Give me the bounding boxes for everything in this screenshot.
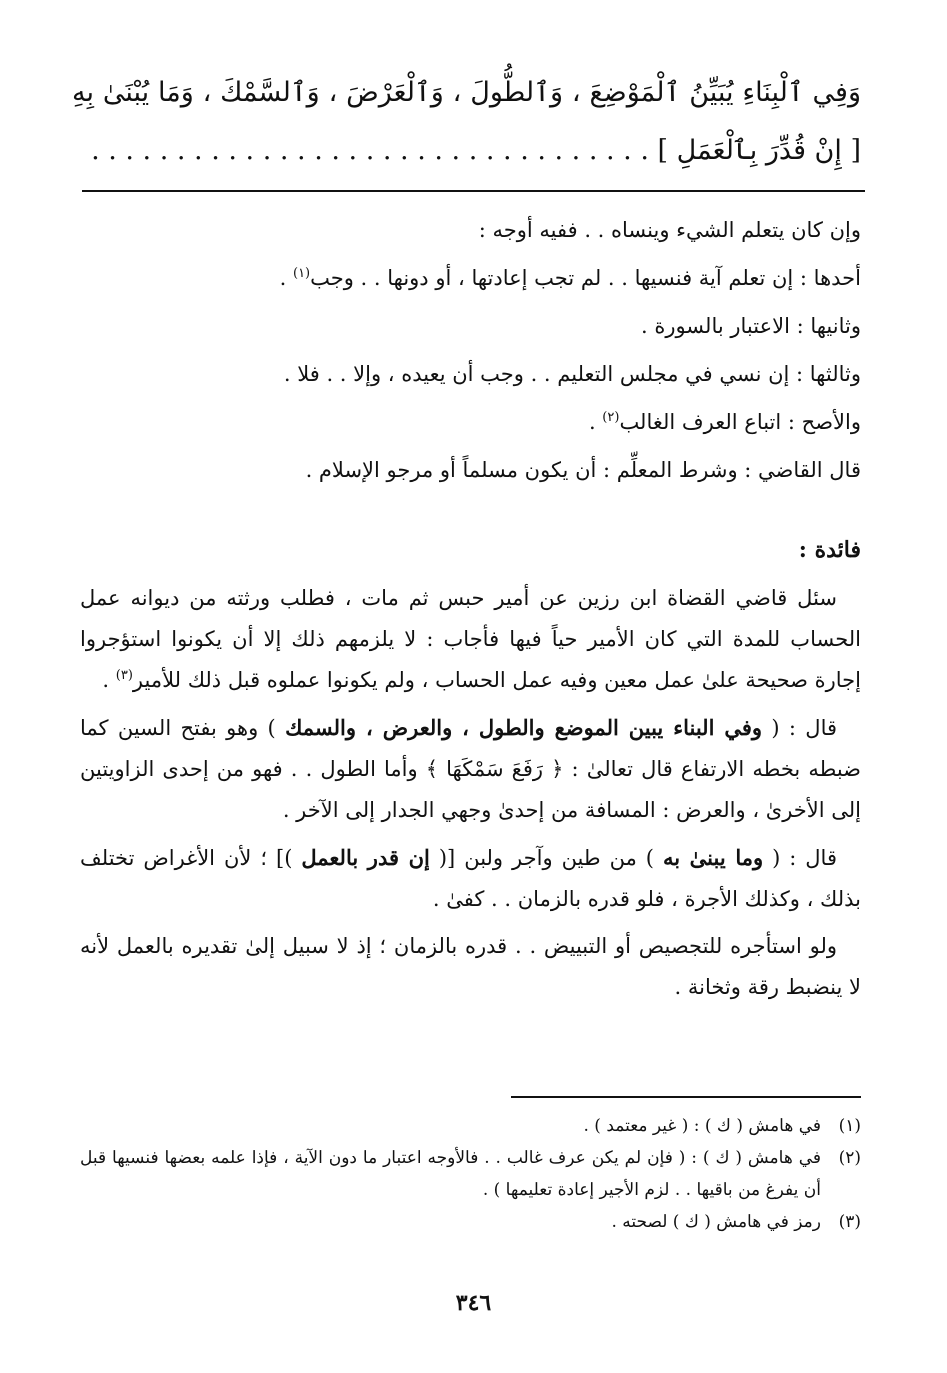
footnote-text: رمز في هامش ( ك ) لصحته .: [611, 1212, 821, 1232]
footnote: [80, 1206, 861, 1238]
sharh-wajh-3: وثالثها : إن نسي في مجلس التعليم . . وجب أن يعيده ، وإلا . . فلا .: [283, 362, 861, 386]
sharh-wajh-2: وثانيها : الاعتبار بالسورة .: [640, 314, 861, 338]
sharh-section: [80, 206, 861, 494]
paragraph-bina: قال : ( وفي البناء يبين الموضع والطول ، والعرض ، والسمك ) وهو بفتح السين كما ضبطه بخطه الارتفاع قال تعالىٰ : ﴿ رَفَعَ سَمْكَهَا ﴾ وأما الطول . . فهو من إحدى الزاويتين إلى الأخرىٰ ، والعرض : المسافة من إحدىٰ وجهي الجدار إلى الآخر .: [80, 715, 861, 822]
sharh-intro: وإن كان يتعلم الشيء وينساه . . ففيه أوجه :: [478, 218, 861, 242]
footnote-number: (١): [838, 1116, 861, 1136]
footnote: [80, 1142, 861, 1206]
sharh-asahh: والأصح : اتباع العرف الغالب$^{(٢)}$ .: [588, 410, 861, 434]
body-section: [80, 578, 861, 1014]
footnote-text: في هامش ( ك ) : ( فإن لم يكن عرف غالب . . فالأوجه اعتبار ما دون الآية ، فإذا علمه بعضها فنسيها قبل أن يفرغ من باقيها . . لزم الأجير إعادة تعليمها ) .: [80, 1148, 821, 1200]
footnote-number: (٢): [838, 1148, 861, 1168]
footnote-number: (٣): [838, 1212, 861, 1232]
faida-paragraph: سئل قاضي القضاة ابن رزين عن أمير حبس ثم مات ، فطلب ورثته من ديوانه عمل الحساب للمدة التي كان الأمير حياً فيها فأجاب : لا يلزمهم ذلك إلا أن يكونوا استؤجروا إجارة صحيحة علىٰ عمل معين وفيه عمل الحساب ، ولم يكونوا عملوه قبل ذلك للأمير$^{(٣)}$ .: [80, 586, 861, 692]
sharh-qadi: قال القاضي : وشرط المعلِّم : أن يكون مسلماً أو مرجو الإسلام .: [305, 458, 861, 482]
matn-quote: إن قدر بالعمل: [301, 845, 430, 870]
matn-text: وَفِي ٱلْبِنَاءِ يُبَيِّنُ ٱلْمَوْضِعَ ، وَٱلطُّولَ ، وَٱلْعَرْضَ ، وَٱلسَّمْكَ ، وَمَا يُبْنَىٰ بِهِ [ إِنْ قُدِّرَ بِٱلْعَمَلِ ] . . . . . . . . . . . . . . . . . . . . . . . . . . . . . . . . .: [72, 77, 861, 166]
sharh-wajh-1: أحدها : إن تعلم آية فنسيها . . لم تجب إعادتها ، أو دونها . . وجب$^{(١)}$ .: [279, 266, 861, 290]
footnotes: [80, 1110, 861, 1238]
matn-quote: وفي البناء يبين الموضع والطول ، والعرض ، والسمك: [285, 715, 763, 740]
matn-quote: وما يبنىٰ به: [662, 845, 764, 870]
page-number: ٣٤٦: [455, 1290, 492, 1316]
footnote-text: في هامش ( ك ) : ( غير معتمد ) .: [583, 1116, 821, 1136]
footnote: [80, 1110, 861, 1142]
paragraph-ma-yubna: قال : ( وما يبنىٰ به ) من طين وآجر ولبن [( إن قدر بالعمل )] ؛ لأن الأغراض تختلف بذلك ، وكذلك الأجرة ، فلو قدره بالزمان . . كفىٰ .: [80, 845, 861, 911]
paragraph-tajsis: ولو استأجره للتجصيص أو التبييض . . قدره بالزمان ؛ إذ لا سبيل إلىٰ تقديره بالعمل لأنه لا ينضبط رقة وثخانة .: [80, 934, 861, 999]
footnote-marker-1[interactable]: (١): [292, 266, 311, 281]
footnote-marker-3[interactable]: (٣): [115, 668, 133, 683]
footnote-divider: [511, 1096, 861, 1098]
matn-divider: [82, 190, 865, 192]
faida-heading: فائدة :: [798, 537, 861, 563]
footnote-marker-2[interactable]: (٢): [602, 410, 620, 425]
